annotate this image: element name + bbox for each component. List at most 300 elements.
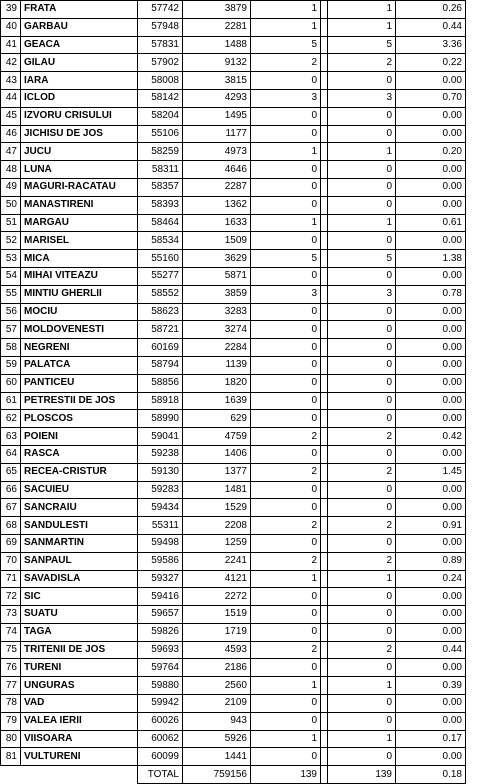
row-number: 68 [1, 517, 21, 535]
row-number: 55 [1, 285, 21, 303]
locality-code: 60169 [138, 339, 183, 357]
population-value: 3274 [183, 321, 251, 339]
population-value: 1509 [183, 232, 251, 250]
row-number: 81 [1, 748, 21, 766]
locality-name: PETRESTII DE JOS [21, 392, 138, 410]
percent-value: 0.00 [396, 623, 466, 641]
percent-value: 0.26 [396, 1, 466, 19]
table-row [1, 303, 466, 321]
population-value: 2208 [183, 517, 251, 535]
total-empty-cell [1, 766, 21, 784]
column-gap [321, 178, 328, 196]
locality-name: VULTURENI [21, 748, 138, 766]
table-row [1, 339, 466, 357]
population-value: 4646 [183, 161, 251, 179]
population-value: 1519 [183, 606, 251, 624]
row-number: 72 [1, 588, 21, 606]
row-number: 74 [1, 623, 21, 641]
population-value: 629 [183, 410, 251, 428]
population-value: 943 [183, 712, 251, 730]
locality-name: MINTIU GHERLII [21, 285, 138, 303]
count-2-value: 0 [328, 321, 396, 339]
table-row [1, 712, 466, 730]
count-2-value: 2 [328, 641, 396, 659]
count-1-value: 0 [251, 410, 321, 428]
table-row [1, 107, 466, 125]
population-value: 2272 [183, 588, 251, 606]
column-gap [321, 339, 328, 357]
table-row [1, 250, 466, 268]
table-row [1, 499, 466, 517]
row-number: 75 [1, 641, 21, 659]
column-gap [321, 374, 328, 392]
population-value: 1441 [183, 748, 251, 766]
locality-name: VAD [21, 695, 138, 713]
count-1-value: 0 [251, 712, 321, 730]
count-2-value: 0 [328, 232, 396, 250]
population-value: 1495 [183, 107, 251, 125]
count-2-value: 1 [328, 570, 396, 588]
percent-value: 0.91 [396, 517, 466, 535]
count-1-value: 0 [251, 161, 321, 179]
total-label: TOTAL [138, 766, 183, 784]
locality-name: RECEA-CRISTUR [21, 463, 138, 481]
locality-name: SANDULESTI [21, 517, 138, 535]
column-gap [321, 570, 328, 588]
percent-value: 0.00 [396, 499, 466, 517]
population-value: 3879 [183, 1, 251, 19]
row-number: 76 [1, 659, 21, 677]
locality-name: JICHISU DE JOS [21, 125, 138, 143]
locality-code: 55311 [138, 517, 183, 535]
locality-code: 59657 [138, 606, 183, 624]
count-1-value: 0 [251, 178, 321, 196]
count-1-value: 0 [251, 392, 321, 410]
count-1-value: 0 [251, 321, 321, 339]
population-value: 1259 [183, 534, 251, 552]
count-1-value: 0 [251, 445, 321, 463]
row-number: 73 [1, 606, 21, 624]
column-gap [321, 481, 328, 499]
count-2-value: 0 [328, 606, 396, 624]
percent-value: 0.00 [396, 356, 466, 374]
percent-value: 0.44 [396, 18, 466, 36]
locality-name: SIC [21, 588, 138, 606]
locality-code: 59238 [138, 445, 183, 463]
column-gap [321, 143, 328, 161]
locality-name: PANTICEU [21, 374, 138, 392]
count-2-value: 1 [328, 730, 396, 748]
locality-code: 60026 [138, 712, 183, 730]
count-1-value: 1 [251, 18, 321, 36]
population-value: 5926 [183, 730, 251, 748]
locality-code: 59327 [138, 570, 183, 588]
percent-value: 0.70 [396, 89, 466, 107]
column-gap [321, 250, 328, 268]
locality-name: IZVORU CRISULUI [21, 107, 138, 125]
row-number: 54 [1, 267, 21, 285]
row-number: 53 [1, 250, 21, 268]
table-row [1, 161, 466, 179]
column-gap [321, 606, 328, 624]
column-gap [321, 36, 328, 54]
count-2-value: 0 [328, 695, 396, 713]
column-gap [321, 695, 328, 713]
count-2-value: 1 [328, 677, 396, 695]
row-number: 45 [1, 107, 21, 125]
count-2-value: 0 [328, 72, 396, 90]
percent-value: 0.00 [396, 196, 466, 214]
locality-name: VIISOARA [21, 730, 138, 748]
count-2-value: 0 [328, 499, 396, 517]
row-number: 39 [1, 1, 21, 19]
locality-name: NEGRENI [21, 339, 138, 357]
row-number: 78 [1, 695, 21, 713]
count-2-value: 0 [328, 107, 396, 125]
table-row [1, 1, 466, 19]
count-2-value: 1 [328, 1, 396, 19]
population-value: 3629 [183, 250, 251, 268]
locality-name: TURENI [21, 659, 138, 677]
row-number: 80 [1, 730, 21, 748]
column-gap [321, 410, 328, 428]
locality-name: TRITENII DE JOS [21, 641, 138, 659]
percent-value: 0.17 [396, 730, 466, 748]
percent-value: 0.00 [396, 232, 466, 250]
locality-code: 58918 [138, 392, 183, 410]
count-2-value: 0 [328, 534, 396, 552]
locality-code: 57742 [138, 1, 183, 19]
population-value: 1639 [183, 392, 251, 410]
total-population: 759156 [183, 766, 251, 784]
population-value: 2560 [183, 677, 251, 695]
column-gap [321, 463, 328, 481]
percent-value: 0.39 [396, 677, 466, 695]
locality-name: IARA [21, 72, 138, 90]
locality-name: MICA [21, 250, 138, 268]
count-2-value: 2 [328, 517, 396, 535]
count-2-value: 0 [328, 748, 396, 766]
count-2-value: 2 [328, 54, 396, 72]
column-gap [321, 445, 328, 463]
table-row [1, 196, 466, 214]
count-1-value: 1 [251, 677, 321, 695]
locality-code: 58204 [138, 107, 183, 125]
locality-code: 59041 [138, 428, 183, 446]
locality-code: 58856 [138, 374, 183, 392]
percent-value: 3.36 [396, 36, 466, 54]
count-1-value: 0 [251, 267, 321, 285]
percent-value: 0.24 [396, 570, 466, 588]
table-row [1, 214, 466, 232]
locality-name: POIENI [21, 428, 138, 446]
count-1-value: 0 [251, 339, 321, 357]
locality-code: 59764 [138, 659, 183, 677]
locality-code: 59693 [138, 641, 183, 659]
total-empty-cell [21, 766, 138, 784]
count-1-value: 0 [251, 72, 321, 90]
population-value: 1529 [183, 499, 251, 517]
count-1-value: 1 [251, 730, 321, 748]
table-row [1, 588, 466, 606]
row-number: 43 [1, 72, 21, 90]
table-row [1, 463, 466, 481]
locality-name: UNGURAS [21, 677, 138, 695]
locality-name: SAVADISLA [21, 570, 138, 588]
locality-code: 59283 [138, 481, 183, 499]
column-gap [321, 18, 328, 36]
table-row [1, 285, 466, 303]
population-value: 1481 [183, 481, 251, 499]
count-1-value: 0 [251, 303, 321, 321]
column-gap [321, 677, 328, 695]
locality-name: MOLDOVENESTI [21, 321, 138, 339]
row-number: 69 [1, 534, 21, 552]
percent-value: 0.00 [396, 410, 466, 428]
population-value: 1719 [183, 623, 251, 641]
count-2-value: 1 [328, 18, 396, 36]
population-value: 1177 [183, 125, 251, 143]
locality-code: 59434 [138, 499, 183, 517]
percent-value: 0.00 [396, 748, 466, 766]
row-number: 52 [1, 232, 21, 250]
count-2-value: 1 [328, 214, 396, 232]
count-2-value: 0 [328, 178, 396, 196]
count-2-value: 3 [328, 285, 396, 303]
column-gap [321, 285, 328, 303]
locality-code: 58311 [138, 161, 183, 179]
row-number: 64 [1, 445, 21, 463]
population-value: 1139 [183, 356, 251, 374]
locality-code: 55106 [138, 125, 183, 143]
count-1-value: 0 [251, 125, 321, 143]
column-gap [321, 1, 328, 19]
population-value: 1488 [183, 36, 251, 54]
table-row [1, 143, 466, 161]
column-gap [321, 552, 328, 570]
locality-code: 57948 [138, 18, 183, 36]
column-gap [321, 659, 328, 677]
count-1-value: 0 [251, 107, 321, 125]
row-number: 57 [1, 321, 21, 339]
table-row [1, 392, 466, 410]
column-gap [321, 748, 328, 766]
count-1-value: 2 [251, 641, 321, 659]
table-row [1, 445, 466, 463]
percent-value: 0.89 [396, 552, 466, 570]
locality-code: 59586 [138, 552, 183, 570]
table-row [1, 410, 466, 428]
locality-name: SANCRAIU [21, 499, 138, 517]
percent-value: 0.20 [396, 143, 466, 161]
percent-value: 0.42 [396, 428, 466, 446]
column-gap [321, 125, 328, 143]
row-number: 42 [1, 54, 21, 72]
count-1-value: 0 [251, 356, 321, 374]
count-1-value: 2 [251, 552, 321, 570]
population-value: 1406 [183, 445, 251, 463]
count-1-value: 1 [251, 214, 321, 232]
column-gap [321, 303, 328, 321]
locality-code: 55160 [138, 250, 183, 268]
table-row [1, 748, 466, 766]
count-2-value: 0 [328, 356, 396, 374]
column-gap [321, 641, 328, 659]
locality-code: 58623 [138, 303, 183, 321]
locality-code: 58721 [138, 321, 183, 339]
count-2-value: 5 [328, 250, 396, 268]
locality-name: RASCA [21, 445, 138, 463]
column-gap [321, 321, 328, 339]
count-1-value: 1 [251, 143, 321, 161]
column-gap [321, 766, 328, 784]
count-1-value: 1 [251, 570, 321, 588]
column-gap [321, 428, 328, 446]
total-count-1: 139 [251, 766, 321, 784]
table-row [1, 72, 466, 90]
population-value: 2281 [183, 18, 251, 36]
row-number: 61 [1, 392, 21, 410]
count-1-value: 0 [251, 499, 321, 517]
count-1-value: 5 [251, 36, 321, 54]
percent-value: 0.00 [396, 712, 466, 730]
row-number: 62 [1, 410, 21, 428]
table-row [1, 356, 466, 374]
locality-name: MIHAI VITEAZU [21, 267, 138, 285]
population-value: 1633 [183, 214, 251, 232]
row-number: 79 [1, 712, 21, 730]
count-2-value: 0 [328, 196, 396, 214]
table-row [1, 570, 466, 588]
percent-value: 0.22 [396, 54, 466, 72]
percent-value: 0.00 [396, 481, 466, 499]
count-1-value: 1 [251, 1, 321, 19]
column-gap [321, 89, 328, 107]
locality-code: 60062 [138, 730, 183, 748]
locality-name: GARBAU [21, 18, 138, 36]
table-row [1, 232, 466, 250]
locality-name: PALATCA [21, 356, 138, 374]
population-value: 1820 [183, 374, 251, 392]
locality-code: 59130 [138, 463, 183, 481]
locality-code: 58008 [138, 72, 183, 90]
count-1-value: 0 [251, 374, 321, 392]
locality-code: 58259 [138, 143, 183, 161]
column-gap [321, 214, 328, 232]
count-1-value: 0 [251, 623, 321, 641]
percent-value: 0.00 [396, 161, 466, 179]
count-1-value: 0 [251, 534, 321, 552]
locality-code: 55277 [138, 267, 183, 285]
locality-name: MARGAU [21, 214, 138, 232]
count-1-value: 3 [251, 89, 321, 107]
count-1-value: 0 [251, 695, 321, 713]
row-number: 65 [1, 463, 21, 481]
percent-value: 0.78 [396, 285, 466, 303]
locality-code: 57831 [138, 36, 183, 54]
count-1-value: 0 [251, 232, 321, 250]
count-2-value: 0 [328, 392, 396, 410]
locality-code: 58142 [138, 89, 183, 107]
count-2-value: 3 [328, 89, 396, 107]
column-gap [321, 196, 328, 214]
total-count-2: 139 [328, 766, 396, 784]
locality-code: 59826 [138, 623, 183, 641]
row-number: 46 [1, 125, 21, 143]
count-2-value: 0 [328, 659, 396, 677]
locality-name: PLOSCOS [21, 410, 138, 428]
table-row [1, 89, 466, 107]
column-gap [321, 499, 328, 517]
count-1-value: 0 [251, 606, 321, 624]
locality-code: 59880 [138, 677, 183, 695]
population-value: 1362 [183, 196, 251, 214]
locality-name: FRATA [21, 1, 138, 19]
locality-name: GEACA [21, 36, 138, 54]
row-number: 56 [1, 303, 21, 321]
count-1-value: 0 [251, 481, 321, 499]
count-2-value: 0 [328, 481, 396, 499]
locality-name: MAGURI-RACATAU [21, 178, 138, 196]
row-number: 59 [1, 356, 21, 374]
table-row [1, 623, 466, 641]
row-number: 51 [1, 214, 21, 232]
percent-value: 0.00 [396, 321, 466, 339]
population-value: 2241 [183, 552, 251, 570]
count-2-value: 2 [328, 428, 396, 446]
count-2-value: 1 [328, 143, 396, 161]
column-gap [321, 534, 328, 552]
column-gap [321, 517, 328, 535]
population-value: 4121 [183, 570, 251, 588]
row-number: 66 [1, 481, 21, 499]
table-row [1, 517, 466, 535]
table-row [1, 321, 466, 339]
locality-name: GILAU [21, 54, 138, 72]
locality-name: SANPAUL [21, 552, 138, 570]
row-number: 63 [1, 428, 21, 446]
percent-value: 0.00 [396, 374, 466, 392]
total-row [1, 766, 466, 784]
locality-name: ICLOD [21, 89, 138, 107]
table-body [1, 1, 466, 766]
locality-code: 58794 [138, 356, 183, 374]
table-row [1, 677, 466, 695]
count-1-value: 5 [251, 250, 321, 268]
table-row [1, 178, 466, 196]
population-value: 2287 [183, 178, 251, 196]
percent-value: 0.00 [396, 178, 466, 196]
table-row [1, 659, 466, 677]
column-gap [321, 72, 328, 90]
percent-value: 0.00 [396, 445, 466, 463]
percent-value: 1.38 [396, 250, 466, 268]
locality-code: 58393 [138, 196, 183, 214]
table-row [1, 695, 466, 713]
locality-name: JUCU [21, 143, 138, 161]
count-2-value: 2 [328, 552, 396, 570]
table-row [1, 534, 466, 552]
count-1-value: 2 [251, 54, 321, 72]
count-2-value: 0 [328, 588, 396, 606]
percent-value: 0.00 [396, 606, 466, 624]
percent-value: 0.00 [396, 659, 466, 677]
column-gap [321, 267, 328, 285]
percent-value: 0.00 [396, 125, 466, 143]
locality-code: 58990 [138, 410, 183, 428]
population-value: 9132 [183, 54, 251, 72]
percent-value: 0.00 [396, 267, 466, 285]
